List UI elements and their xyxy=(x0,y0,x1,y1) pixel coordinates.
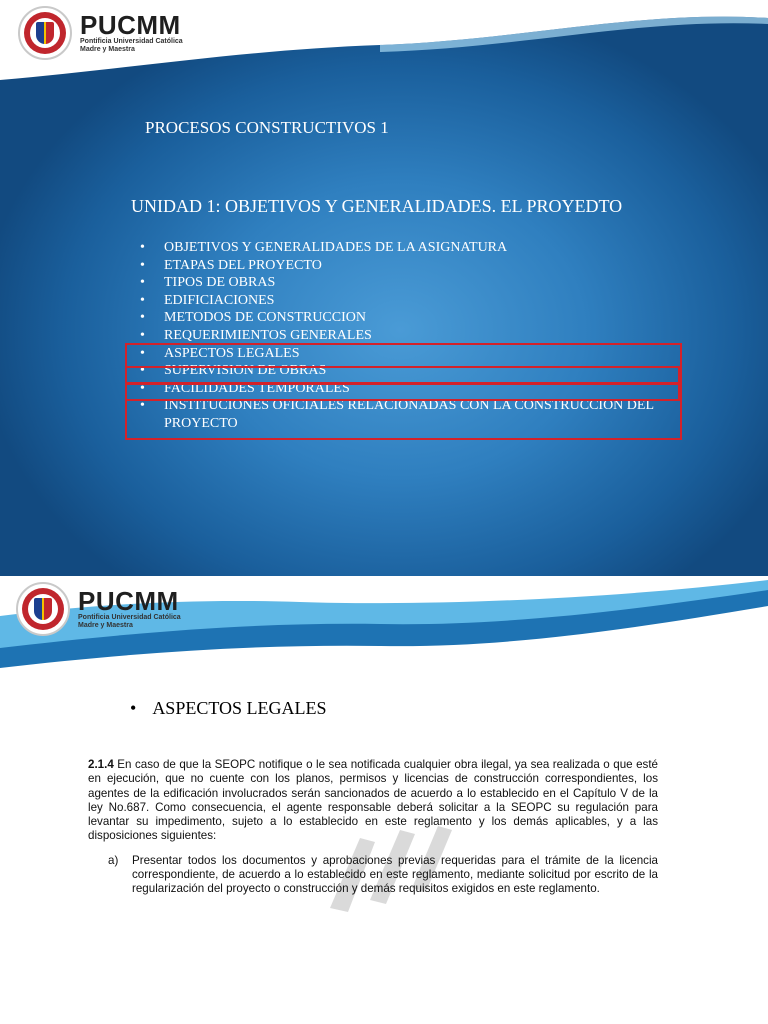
list-item: • METODOS DE CONSTRUCCION xyxy=(140,310,366,326)
list-item: • ETAPAS DEL PROYECTO xyxy=(140,257,322,273)
course-title: PROCESOS CONSTRUCTIVOS 1 xyxy=(145,118,389,137)
highlight-box-supervision xyxy=(125,366,680,384)
regulation-paragraph: 2.1.4 En caso de que la SEOPC notifique o le sea notificada cualquier obra ilegal, ya sea realizada o que esté en ejecución, que no cuente con los planos, permisos y licencias de construcción correspondientes, los agentes de la edificación involucrados serán sancionados de acuerdo a lo establecido en el Capítulo V de la ley No.687. Como consecuencia, el agente responsable deberá solicitar a la SEOPC su regulación para levantar su impedimento, sujeto a lo establecido en este reglamento y los demás aplicables, y a las disposiciones siguientes: xyxy=(88,758,658,843)
logo-subtitle-1: Pontificia Universidad Católica xyxy=(80,38,183,45)
list-item: • FACILIDADES TEMPORALES xyxy=(140,380,350,396)
list-item: • OBJETIVOS Y GENERALIDADES DE LA ASIGNATURA xyxy=(140,240,508,255)
list-item: • REQUERIMIENTOS GENERALES xyxy=(140,327,372,343)
regulation-item: a) Presentar todos los documentos y aprobaciones previas requeridas para el trámite de la licencia correspondiente, de acuerdo a lo establecido en este reglamento, mediante solicitud por escrito de la regularización del proyecto o construcción y demás requisitos exigidos en este reglamento. xyxy=(108,853,658,896)
logo-subtitle-2: Madre y Maestra xyxy=(80,46,135,53)
logo-name: PUCMM xyxy=(78,586,179,616)
pucmm-logo xyxy=(18,6,183,60)
list-item: • ASPECTOS LEGALES xyxy=(140,345,300,361)
list-item: • EDIFICIACIONES xyxy=(140,292,275,308)
logo-subtitle-2: Madre y Maestra xyxy=(78,622,133,629)
regulation-excerpt xyxy=(88,758,658,897)
slide-2 xyxy=(0,576,768,1024)
pucmm-logo xyxy=(16,582,181,636)
unit-title: UNIDAD 1: OBJETIVOS Y GENERALIDADES. EL PROYEDTO xyxy=(131,196,623,216)
section-heading: • ASPECTOS LEGALES xyxy=(130,698,327,718)
section-heading-text: ASPECTOS LEGALES xyxy=(152,698,327,718)
logo-name: PUCMM xyxy=(80,10,181,40)
list-item: • TIPOS DE OBRAS xyxy=(140,275,276,291)
list-item: • SUPERVISION DE OBRAS xyxy=(140,363,327,379)
highlight-box-facilidades xyxy=(125,383,680,401)
university-seal-icon xyxy=(16,582,70,636)
list-item: • INSTITUCIONES OFICIALES RELACIONADAS CON LA CONSTRUCCION DEL PROYECTO xyxy=(140,398,655,431)
university-seal-icon xyxy=(18,6,72,60)
logo-subtitle-1: Pontificia Universidad Católica xyxy=(78,614,181,621)
